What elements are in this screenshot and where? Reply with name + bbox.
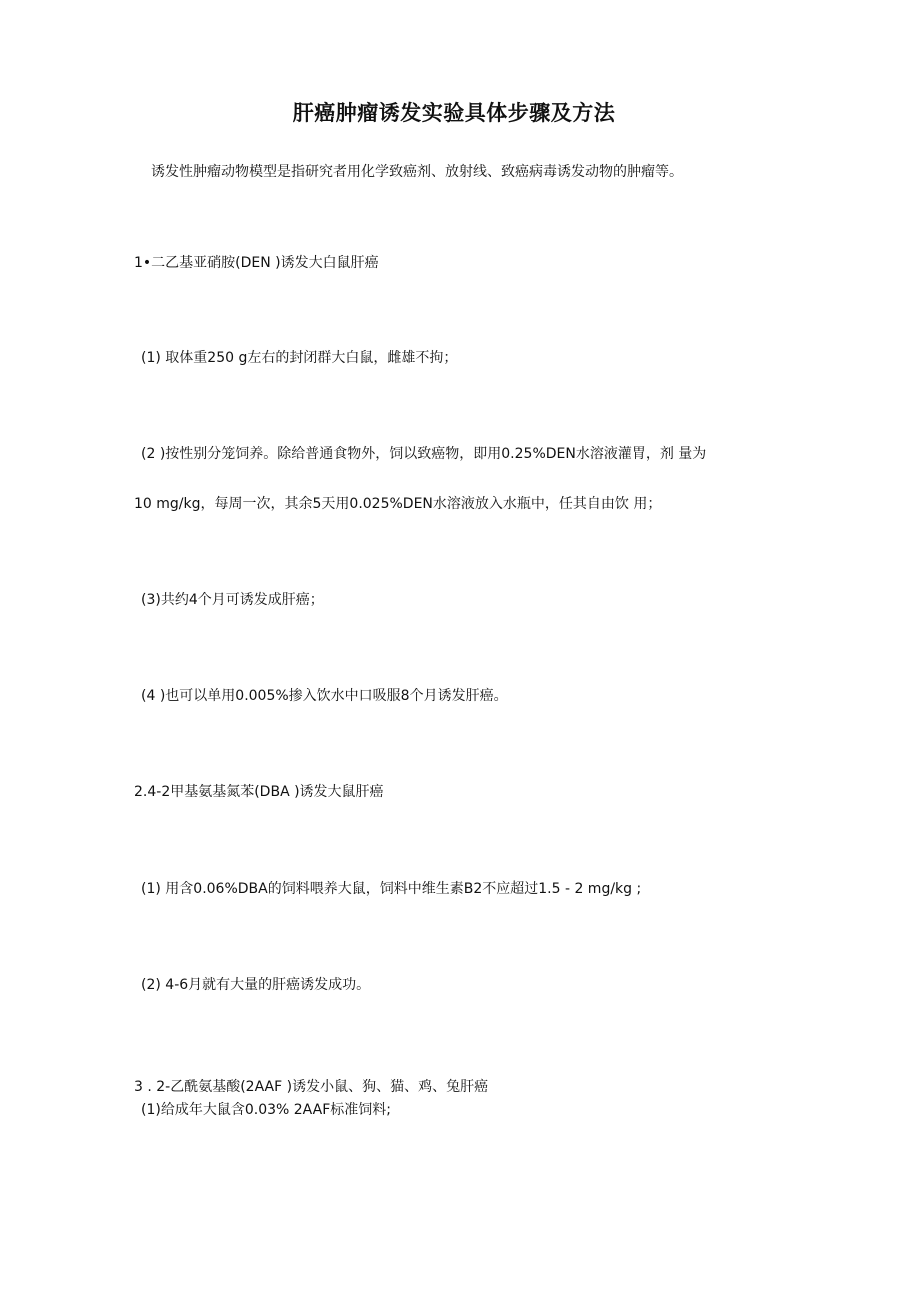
- section-2-heading: 2.4-2甲基氨基氮苯(DBA )诱发大鼠肝癌: [134, 784, 384, 800]
- section-2-step-2: (2) 4-6月就有大量的肝癌诱发成功。: [141, 977, 371, 993]
- document-title: 肝癌肿瘤诱发实验具体步骤及方法: [292, 101, 616, 125]
- section-2-step-1: (1) 用含0.06%DBA的饲料喂养大鼠，饲料中维生素B2不应超过1.5 - 2 mg/kg ;: [141, 881, 642, 897]
- section-1-step-2: (2 )按性别分笼饲养。除给普通食物外，饲以致癌物，即用0.25%DEN水溶液灌胃，剂 量为: [141, 446, 707, 462]
- section-1-step-4: (4 )也可以单用0.005%掺入饮水中口吸服8个月诱发肝癌。: [141, 688, 508, 704]
- intro-paragraph: 诱发性肿瘤动物模型是指研究者用化学致癌剂、放射线、致癌病毒诱发动物的肿瘤等。: [151, 164, 683, 180]
- section-1-step-1: (1) 取体重250 g左右的封闭群大白鼠，雌雄不拘；: [141, 350, 458, 366]
- section-3-heading: 3 . 2-乙酰氨基酸(2AAF )诱发小鼠、狗、猫、鸡、兔肝癌: [134, 1079, 489, 1095]
- section-1-step-2-continued: 10 mg/kg，每周一次，其余5天用0.025%DEN水溶液放入水瓶中，任其自由饮 用；: [134, 496, 662, 512]
- section-3-step-1: (1)给成年大鼠含0.03% 2AAF标准饲料;: [141, 1102, 391, 1118]
- section-1-heading: 1•二乙基亚硝胺(DEN )诱发大白鼠肝癌: [134, 255, 379, 271]
- section-1-step-3: (3)共约4个月可诱发成肝癌；: [141, 592, 324, 608]
